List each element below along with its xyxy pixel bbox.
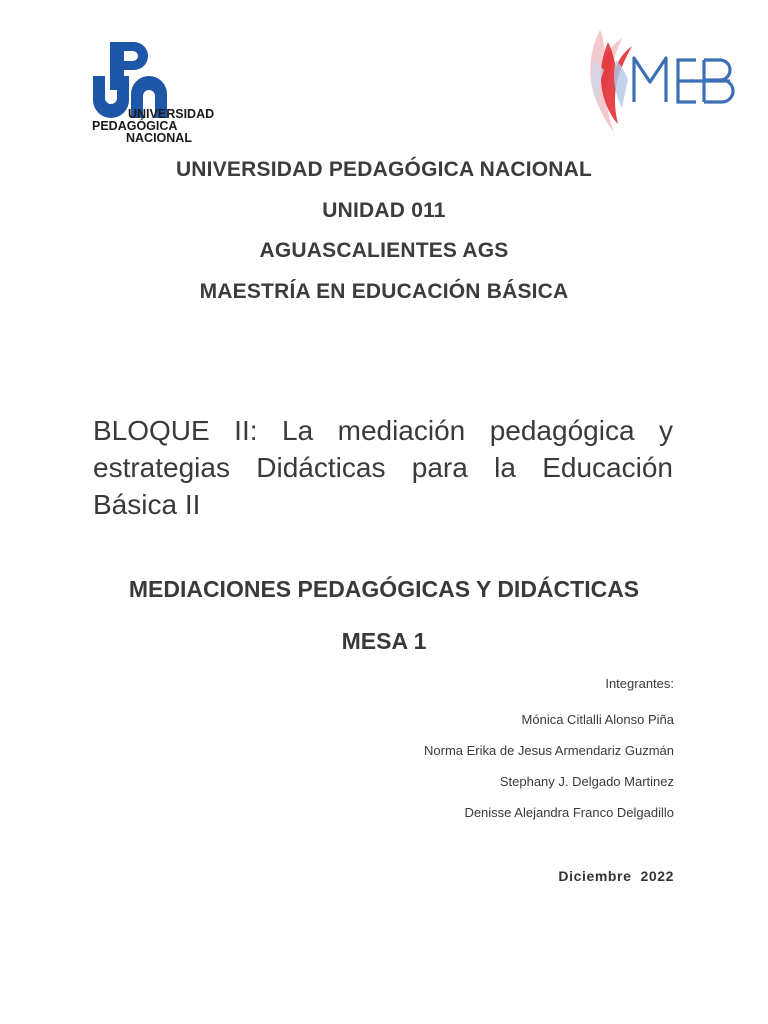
block-title-line1: BLOQUE II: La mediación pedagógica y xyxy=(93,415,673,446)
institution-name: UNIVERSIDAD PEDAGÓGICA NACIONAL xyxy=(175,158,593,181)
block-title-line3: Básica II xyxy=(93,489,201,520)
program-name: MAESTRÍA EN EDUCACIÓN BÁSICA xyxy=(199,280,569,303)
document-subtitle: MEDIACIONES PEDAGÓGICAS Y DIDÁCTICAS xyxy=(128,576,640,602)
block-title-line2: estrategias Didácticas para la Educación xyxy=(93,452,673,483)
block-title xyxy=(93,412,673,523)
meb-logo xyxy=(578,20,740,138)
document-date: Diciembre 2022 xyxy=(558,868,674,884)
member-name: Norma Erika de Jesus Armendariz Guzmán xyxy=(424,743,674,758)
member-name: Mónica Citlalli Alonso Piña xyxy=(521,712,674,727)
member-name: Denisse Alejandra Franco Delgadillo xyxy=(464,805,674,820)
table-label: MESA 1 xyxy=(341,628,427,654)
members-label: Integrantes: xyxy=(605,676,674,691)
unit-name: UNIDAD 011 xyxy=(322,199,446,222)
upn-text-line1: UNIVERSIDAD xyxy=(128,107,215,121)
upn-text-line2: PEDAGÓGICA xyxy=(92,119,178,133)
meb-logo-icon xyxy=(578,20,740,138)
upn-text-line3: NACIONAL xyxy=(126,131,192,145)
upn-logo xyxy=(90,42,220,146)
location: AGUASCALIENTES AGS xyxy=(259,239,509,262)
member-name: Stephany J. Delgado Martinez xyxy=(499,774,674,789)
